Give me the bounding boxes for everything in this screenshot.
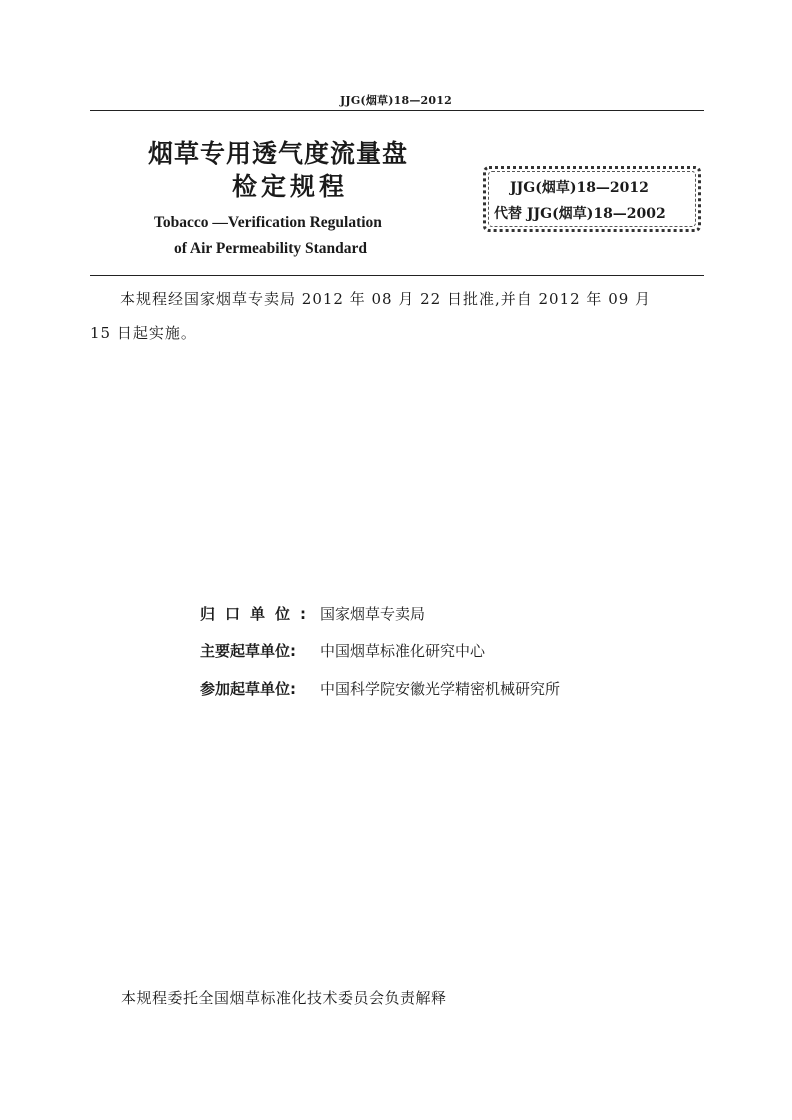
title-english-line-2: of Air Permeability Standard [174,240,368,257]
interpretation-note: 本规程委托全国烟草标准化技术委员会负责解释 [121,989,447,1007]
title-chinese-line-2: 检定规程 [232,172,349,201]
main-drafting-unit-value: 中国烟草标准化研究中心 [320,642,486,660]
standard-code: JJG(烟草)18—2012 [510,180,649,196]
approval-text-line-1: 本规程经国家烟草专卖局 2012 年 08 月 22 日批准,并自 2012 年 09 月 [120,290,652,308]
header-rule [90,110,704,111]
approval-text-line-2: 15 日起实施。 [90,324,197,342]
title-english-line-1: Tobacco —Verification Regulation [154,214,382,231]
running-header: JJG(烟草)18—2012 [340,94,452,107]
title-rule [90,275,704,276]
main-drafting-unit-label: 主要起草单位: [200,642,296,660]
title-chinese-line-1: 烟草专用透气度流量盘 [148,139,409,168]
participating-drafting-unit-label: 参加起草单位: [200,680,296,698]
participating-drafting-unit-value: 中国科学院安徽光学精密机械研究所 [320,680,561,698]
replaced-standard-code: 代替 JJG(烟草)18—2002 [494,206,666,222]
responsible-unit-value: 国家烟草专卖局 [320,605,426,623]
responsible-unit-label: 归口单位: [200,605,316,623]
